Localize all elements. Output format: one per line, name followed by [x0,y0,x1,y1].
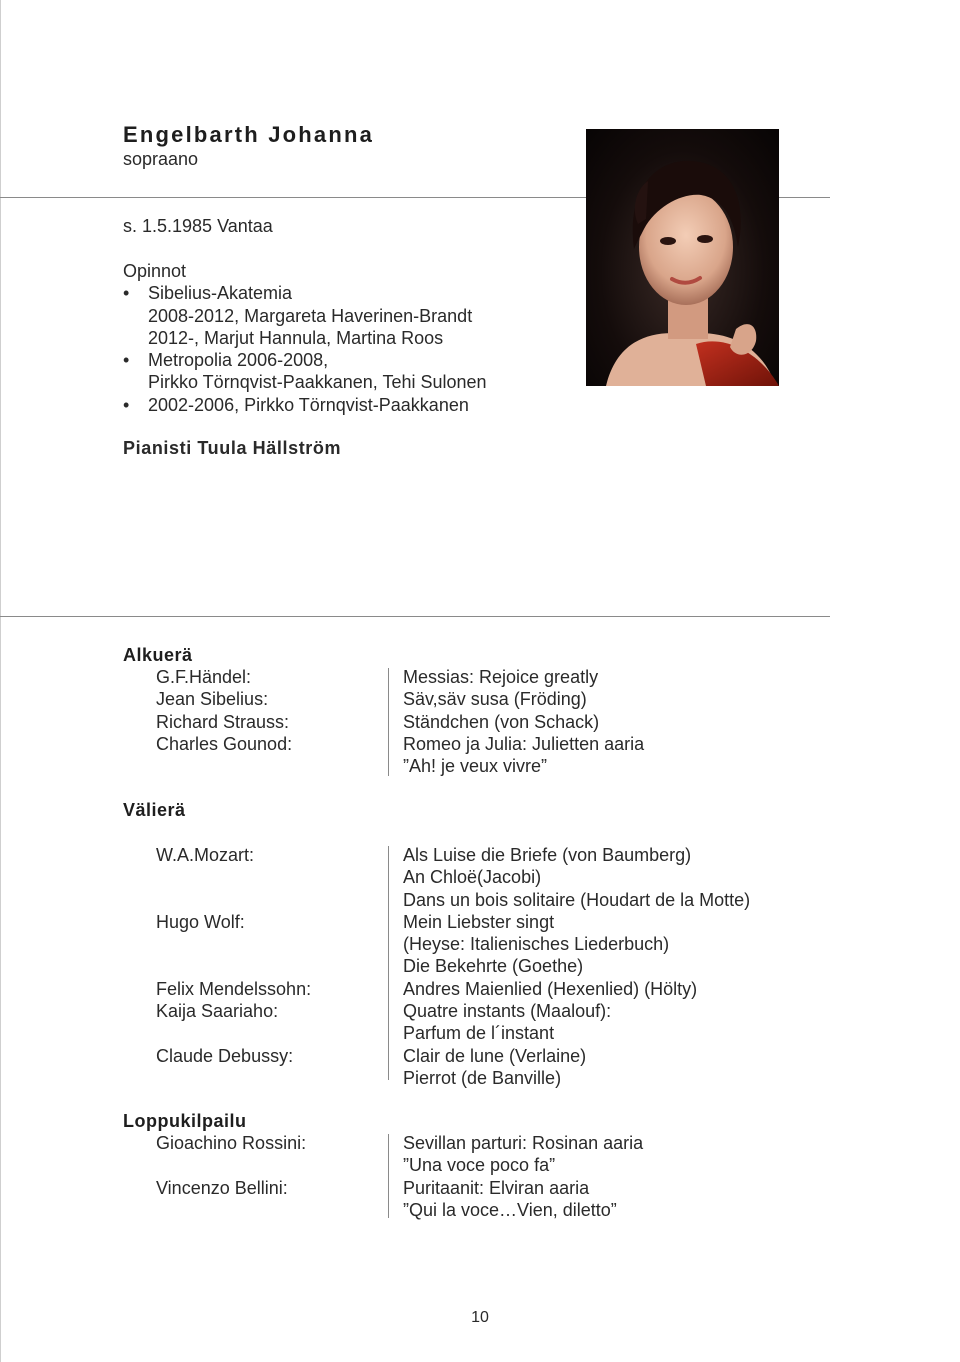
work: Die Bekehrte (Goethe) [403,956,584,977]
composer [156,1067,311,1089]
composer: Hugo Wolf: [156,911,245,932]
composer: Charles Gounod: [156,733,293,754]
work: ”Una voce poco fa” [403,1155,556,1176]
page-edge [0,0,1,1362]
work: Säv,säv susa (Fröding) [403,689,587,710]
column-divider [388,846,389,1080]
composer: Claude Debussy: [156,1045,294,1066]
work: Romeo ja Julia: Julietten aaria [403,733,645,754]
work: Ständchen (von Schack) [403,711,600,732]
round-title-valiera: Välierä [123,800,186,820]
education-item: • Sibelius-Akatemia [123,283,293,304]
column-divider [388,668,389,776]
round-title-loppukilpailu: Loppukilpailu [123,1111,247,1131]
composer: W.A.Mozart: [156,845,255,865]
work-list [403,666,644,777]
work-list [403,1132,643,1221]
composer-list [156,666,292,777]
work: Pierrot (de Banville) [403,1067,562,1088]
work: Messias: Rejoice greatly [403,667,599,687]
portrait-photo [586,129,779,386]
work: Als Luise die Briefe (von Baumberg) [403,845,692,865]
composer [156,755,292,777]
bullet-icon: • [123,283,130,304]
composer [156,866,311,888]
education-item: Pirkko Törnqvist-Paakkanen, Tehi Sulonen [148,372,487,393]
work: Clair de lune (Verlaine) [403,1045,587,1066]
pianist-info: Pianisti Tuula Hällström [123,438,342,458]
work: Dans un bois solitaire (Houdart de la Motte) [403,889,751,910]
work: Sevillan parturi: Rosinan aaria [403,1133,644,1153]
composer: Richard Strauss: [156,711,290,732]
composer-list [156,1132,306,1221]
composer: Jean Sibelius: [156,689,269,710]
work: ”Qui la voce…Vien, diletto” [403,1199,617,1220]
composer [156,1154,306,1176]
education-item: 2012-, Marjut Hannula, Martina Roos [148,327,444,348]
composer-list [156,844,311,1089]
work: Quatre instants (Maalouf): [403,1001,612,1022]
work: Andres Maienlied (Hexenlied) (Hölty) [403,978,698,999]
work: An Chloë(Jacobi) [403,867,542,888]
education-item: 2008-2012, Margareta Haverinen-Brandt [148,305,473,326]
composer [156,933,311,955]
composer: Gioachino Rossini: [156,1133,307,1153]
column-divider [388,1134,389,1218]
work-list [403,844,750,1089]
composer [156,955,311,977]
section-divider [0,616,830,617]
education-item: • 2002-2006, Pirkko Törnqvist-Paakkanen [123,394,469,415]
singer-name: Engelbarth Johanna [123,122,375,147]
composer: G.F.Händel: [156,667,252,687]
work: Parfum de l´instant [403,1023,555,1044]
composer [156,889,311,911]
education-section [123,260,487,416]
education-title: Opinnot [123,261,187,281]
bullet-icon: • [123,350,130,371]
work: Puritaanit: Elviran aaria [403,1177,590,1198]
voice-type: sopraano [123,149,199,169]
birth-info: s. 1.5.1985 Vantaa [123,216,273,236]
bullet-icon: • [123,394,130,415]
work: (Heyse: Italienisches Liederbuch) [403,934,670,955]
composer: Kaija Saariaho: [156,1001,279,1022]
composer [156,1022,311,1044]
composer: Felix Mendelssohn: [156,978,312,999]
round-title-alkuera: Alkuerä [123,645,193,665]
composer: Vincenzo Bellini: [156,1177,288,1198]
composer [156,1199,306,1221]
page-number: 10 [471,1309,489,1326]
education-item: • Metropolia 2006-2008, [123,350,329,371]
work: Mein Liebster singt [403,911,555,932]
work: ”Ah! je veux vivre” [403,756,548,777]
